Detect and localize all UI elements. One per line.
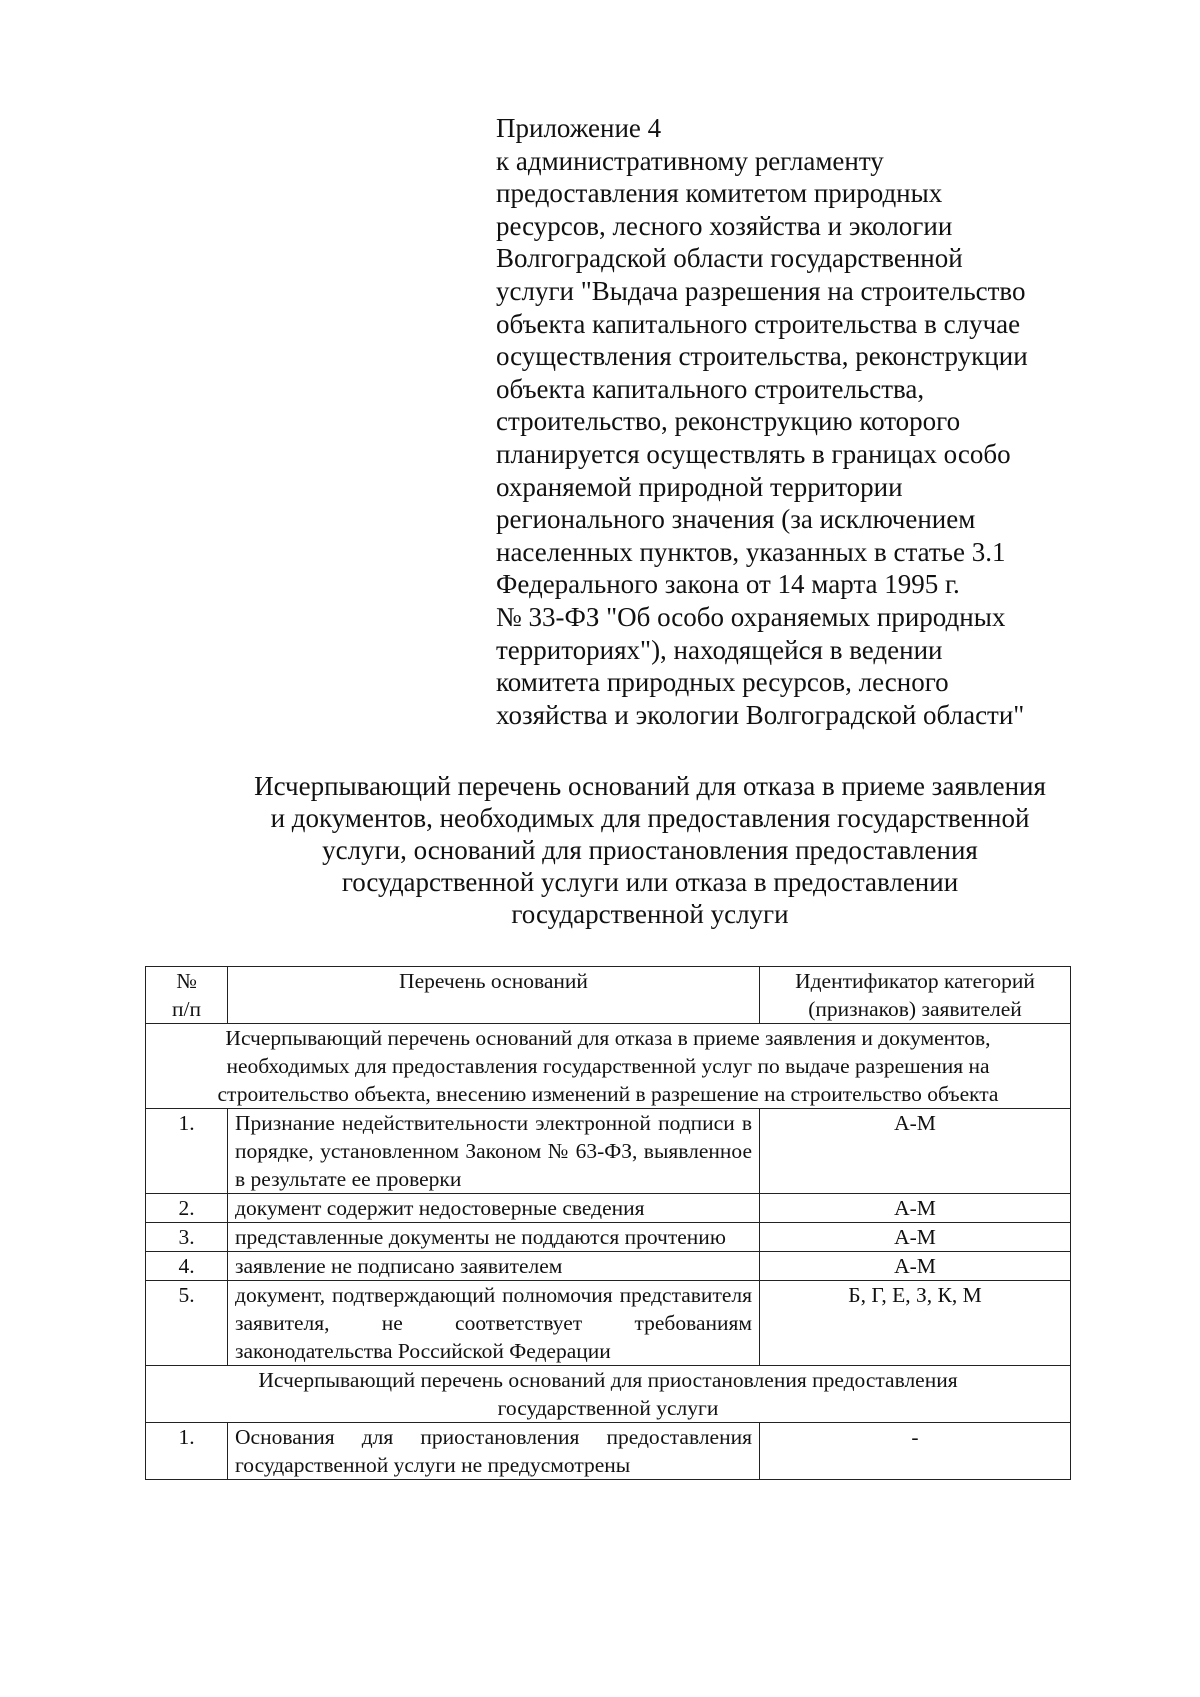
header-category-cell bbox=[760, 967, 1071, 1024]
row-category: А-М bbox=[760, 1194, 1071, 1223]
section-title-line: Исчерпывающий перечень оснований для отказа в приеме заявления и документов, bbox=[225, 1026, 991, 1050]
row-category: Б, Г, Е, З, К, М bbox=[760, 1281, 1071, 1366]
table-row bbox=[146, 1423, 1071, 1480]
section-title-line: Исчерпывающий перечень оснований для приостановления предоставления bbox=[258, 1368, 958, 1392]
table-row bbox=[146, 1109, 1071, 1194]
appendix-line: объекта капитального строительства в случае bbox=[496, 308, 1021, 339]
section-row bbox=[146, 1366, 1071, 1423]
header-number-cell bbox=[146, 967, 228, 1024]
row-number: 1. bbox=[146, 1109, 228, 1194]
appendix-line: предоставления комитетом природных bbox=[496, 178, 943, 209]
header-category-line: Идентификатор категорий bbox=[795, 969, 1035, 993]
row-reason: Признание недействительности электронной подписи в порядке, установленном Законом № 63-ФЗ, выявленное в результате ее проверки bbox=[228, 1109, 760, 1194]
row-category: А-М bbox=[760, 1252, 1071, 1281]
appendix-line: строительство, реконструкцию которого bbox=[496, 406, 961, 437]
appendix-line: охраняемой природной территории bbox=[496, 471, 903, 502]
table-row bbox=[146, 1194, 1071, 1223]
appendix-line: к административному регламенту bbox=[496, 145, 884, 176]
row-category: А-М bbox=[760, 1223, 1071, 1252]
header-number-line: п/п bbox=[172, 997, 201, 1021]
appendix-line: комитета природных ресурсов, лесного bbox=[496, 667, 949, 698]
table-row bbox=[146, 1223, 1071, 1252]
appendix-line: Приложение 4 bbox=[496, 113, 662, 143]
header-category-line: (признаков) заявителей bbox=[808, 997, 1022, 1021]
row-number: 5. bbox=[146, 1281, 228, 1366]
row-number: 3. bbox=[146, 1223, 228, 1252]
row-reason: документ содержит недостоверные сведения bbox=[228, 1194, 760, 1223]
appendix-line: регионального значения (за исключением bbox=[496, 504, 976, 535]
header-number-line: № bbox=[176, 969, 197, 993]
appendix-line: № 33-ФЗ "Об особо охраняемых природных bbox=[496, 601, 1006, 632]
row-reason: заявление не подписано заявителем bbox=[228, 1252, 760, 1281]
grounds-table bbox=[145, 966, 1071, 1480]
header-grounds-cell: Перечень оснований bbox=[228, 967, 760, 1024]
appendix-line: населенных пунктов, указанных в статье 3.1 bbox=[496, 536, 1006, 567]
heading-line: государственной услуги bbox=[511, 899, 789, 929]
row-reason: Основания для приостановления предоставления государственной услуги не предусмотрены bbox=[228, 1423, 760, 1480]
section-title-line: необходимых для предоставления государственной услуг по выдаче разрешения на bbox=[226, 1054, 990, 1078]
appendix-line: хозяйства и экологии Волгоградской области" bbox=[496, 699, 1025, 730]
table-row bbox=[146, 1281, 1071, 1366]
appendix-line: Волгоградской области государственной bbox=[496, 243, 963, 274]
appendix-line: территориях"), находящейся в ведении bbox=[496, 634, 943, 665]
row-reason: документ, подтверждающий полномочия представителя заявителя, не соответствует требованиям законодательства Российской Федерации bbox=[228, 1281, 760, 1366]
appendix-block bbox=[496, 112, 1136, 731]
appendix-line: осуществления строительства, реконструкции bbox=[496, 341, 1028, 372]
table-row bbox=[146, 1252, 1071, 1281]
section-row bbox=[146, 1024, 1071, 1109]
table-header-row bbox=[146, 967, 1071, 1024]
heading-line: услуги, оснований для приостановления предоставления bbox=[322, 835, 978, 865]
row-number: 4. bbox=[146, 1252, 228, 1281]
appendix-line: ресурсов, лесного хозяйства и экологии bbox=[496, 210, 953, 241]
appendix-line: Федерального закона от 14 марта 1995 г. bbox=[496, 569, 960, 600]
appendix-line: планируется осуществлять в границах особо bbox=[496, 438, 1011, 469]
section-title-cell bbox=[146, 1024, 1071, 1109]
section-title-line: строительство объекта, внесению изменений в разрешение на строительство объекта bbox=[217, 1082, 999, 1106]
appendix-line: услуги "Выдача разрешения на строительство bbox=[496, 275, 1026, 306]
row-number: 1. bbox=[146, 1423, 228, 1480]
row-reason: представленные документы не поддаются прочтению bbox=[228, 1223, 760, 1252]
document-heading bbox=[180, 770, 1120, 930]
row-number: 2. bbox=[146, 1194, 228, 1223]
row-category: А-М bbox=[760, 1109, 1071, 1194]
appendix-line: объекта капитального строительства, bbox=[496, 373, 925, 404]
section-title-line: государственной услуги bbox=[497, 1396, 719, 1420]
heading-line: государственной услуги или отказа в предоставлении bbox=[341, 867, 959, 897]
row-category: - bbox=[760, 1423, 1071, 1480]
heading-line: Исчерпывающий перечень оснований для отказа в приеме заявления bbox=[254, 771, 1046, 801]
heading-line: и документов, необходимых для предоставления государственной bbox=[270, 803, 1030, 833]
section-title-cell bbox=[146, 1366, 1071, 1423]
